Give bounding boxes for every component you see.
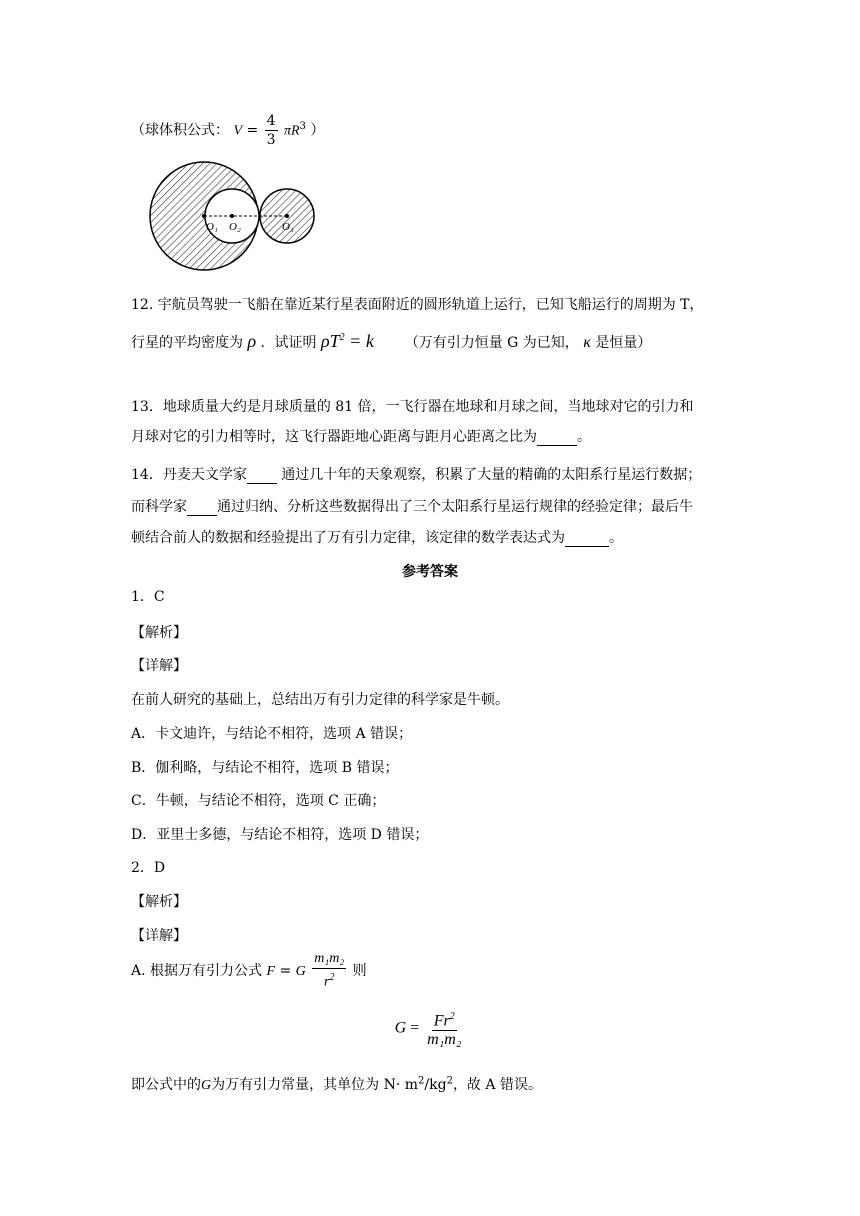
answer-1-option-a: A．卡文迪许，与结论不相符，选项 A 错误；: [131, 726, 413, 742]
q14-blank-1[interactable]: [247, 467, 277, 484]
g-fraction: [425, 1008, 463, 1049]
a2-last-exp2: 2: [446, 1075, 453, 1087]
q14-text-d: 通过归纳、分析这些数据得出了三个太阳系行星运行规律的经验定律；最后牛: [217, 499, 693, 515]
a2-num: m₁m₂: [312, 950, 346, 969]
q14-text-e: 顿结合前人的数据和经验提出了万有引力定律，该定律的数学表达式为: [131, 530, 565, 546]
formula-num: 4: [266, 113, 276, 129]
g-formula: [0, 1008, 860, 1049]
q12-kappa: κ: [583, 334, 591, 351]
q12-expr-exp: 2: [339, 332, 345, 343]
g-lhs: G: [394, 1019, 407, 1037]
a2-fraction: [312, 950, 346, 992]
q14-text-a: 14．丹麦天文学家: [131, 467, 247, 483]
answer-2: 2．D: [131, 860, 166, 876]
sphere-volume-formula: [131, 112, 324, 149]
a2-g: G: [295, 963, 306, 979]
q14-blank-2[interactable]: [187, 499, 217, 516]
q14-line1: [131, 464, 701, 484]
a2-den-exp: 2: [329, 972, 335, 983]
q12-line2: [131, 331, 651, 352]
formula-v: V: [233, 123, 243, 139]
q13-text-a: 月球对它的引力相等时，这飞行器距地心距离与距月心距离之比为: [131, 429, 537, 445]
a2-den: [322, 969, 336, 992]
point-o1: [202, 214, 206, 218]
answer-1-analysis: 【解析】: [131, 625, 187, 641]
q14-line3: [131, 527, 623, 547]
q12-expr-t: T: [329, 331, 340, 351]
formula-pi-r: πR: [284, 123, 300, 139]
a2-last-c: /kg: [424, 1077, 447, 1093]
point-o3: [285, 214, 289, 218]
q13-text-b: 。: [577, 429, 591, 445]
q12-text-d: 是恒量）: [595, 335, 652, 351]
a2-last-d: ，故 A 错误。: [452, 1077, 542, 1093]
q12-text-a: 行星的平均密度为: [131, 335, 243, 351]
g-num-fr: Fr: [433, 1012, 450, 1030]
sphere-cavity-figure: [140, 155, 320, 275]
answer-2-analysis: 【解析】: [131, 894, 187, 910]
answer-1-text: 在前人研究的基础上，总结出万有引力定律的科学家是牛顿。: [131, 692, 509, 708]
answer-1: 1．C: [131, 589, 165, 605]
a2-last-b: 为万有引力常量，其单位为 N· m: [211, 1077, 419, 1093]
q12-expr-eq: =: [349, 331, 362, 351]
formula-den: 3: [266, 132, 276, 148]
q12-expression: [321, 331, 374, 351]
a2-last-g: G: [201, 1078, 212, 1093]
a2-den-r: r: [324, 974, 330, 990]
answer-2-conclusion: [131, 1074, 542, 1094]
a2-f: F: [266, 963, 276, 979]
a2-last-a: 即公式中的: [131, 1077, 201, 1093]
a2-last-exp1: 2: [418, 1075, 425, 1087]
q12-expr-rho: ρ: [321, 331, 330, 351]
answer-2-option-a: [131, 950, 367, 992]
formula-fraction: [265, 112, 278, 149]
q14-text-c: 而科学家: [131, 499, 187, 515]
q12-rho: ρ: [247, 331, 257, 351]
q14-text-f: 。: [609, 530, 623, 546]
answers-title: 参考答案: [402, 564, 458, 580]
q13-line1: 13．地球质量大约是月球质量的 81 倍，一飞行器在地球和月球之间，当地球对它的引力和: [131, 399, 694, 415]
label-o2: O₂: [229, 221, 241, 233]
a2-text-pre: A. 根据万有引力公式: [131, 962, 263, 979]
g-num-exp: 2: [449, 1011, 455, 1022]
g-eq: =: [410, 1019, 420, 1037]
formula-close: ）: [310, 122, 325, 139]
a2-text-post: 则: [352, 962, 367, 979]
q13-line2: [131, 426, 591, 446]
answer-1-option-b: B．伽利略，与结论不相符，选项 B 错误；: [131, 760, 399, 776]
q14-text-b: 通过几十年的天象观察，积累了大量的精确的太阳系行星运行数据；: [281, 467, 702, 483]
formula-open: （球体积公式：: [131, 122, 229, 139]
q13-answer-blank[interactable]: [537, 429, 577, 446]
answer-1-detail: 【详解】: [131, 658, 187, 674]
formula-eq: =: [246, 122, 259, 139]
q12-expr-k: k: [365, 331, 374, 351]
q14-blank-3[interactable]: [565, 530, 609, 547]
q12-line1: 12. 宇航员驾驶一飞船在靠近某行星表面附近的圆形轨道上运行，已知飞船运行的周期为 T，: [131, 297, 704, 313]
q12-text-b: ．试证明: [260, 335, 317, 351]
label-o3: O₃: [282, 221, 294, 233]
formula-exp: 3: [299, 120, 306, 132]
a2-eq: =: [279, 962, 292, 979]
q14-line2: [131, 496, 693, 516]
g-num: [432, 1008, 457, 1031]
point-o2: [230, 214, 234, 218]
answer-1-option-c: C．牛顿，与结论不相符，选项 C 正确；: [131, 793, 386, 809]
label-o1: O₁: [206, 221, 218, 233]
g-den: m₁m₂: [427, 1031, 462, 1049]
q12-text-c: （万有引力恒量 G 为已知，: [404, 335, 579, 351]
answer-2-detail: 【详解】: [131, 928, 187, 944]
answer-1-option-d: D．亚里士多德，与结论不相符，选项 D 错误；: [131, 827, 429, 843]
